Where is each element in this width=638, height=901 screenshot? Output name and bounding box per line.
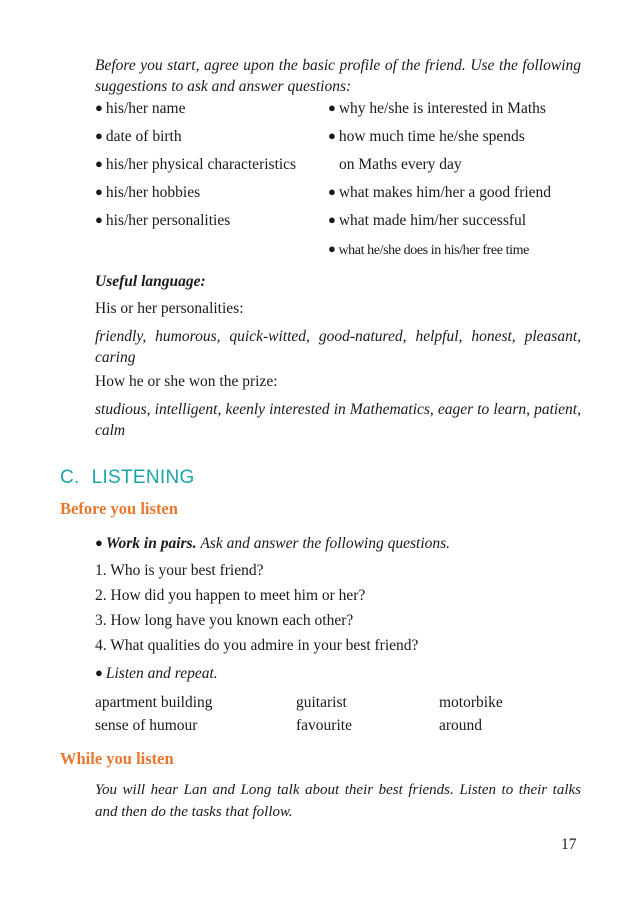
bullet-icon: ● bbox=[95, 212, 103, 227]
task-text: Listen and repeat. bbox=[105, 665, 218, 682]
suggestion-continuation: on Maths every day bbox=[339, 156, 462, 173]
bullet-icon: ● bbox=[95, 184, 103, 199]
question-item: 3. How long have you known each other? bbox=[95, 612, 354, 629]
bullet-icon: ● bbox=[95, 535, 103, 550]
bullet-icon: ● bbox=[95, 665, 103, 680]
suggestion-text: his/her hobbies bbox=[105, 184, 201, 201]
page-number: 17 bbox=[561, 836, 577, 853]
bullet-icon: ● bbox=[328, 212, 336, 227]
suggestion-item bbox=[95, 212, 230, 230]
suggestion-item bbox=[328, 184, 551, 202]
suggestion-text: date of birth bbox=[105, 128, 182, 145]
suggestion-text: why he/she is interested in Maths bbox=[338, 100, 546, 117]
section-label: C. bbox=[60, 467, 80, 488]
suggestion-text: how much time he/she spends bbox=[338, 128, 525, 145]
before-listen-title: Before you listen bbox=[60, 499, 178, 518]
bullet-icon: ● bbox=[95, 128, 103, 143]
vocab-word: around bbox=[439, 717, 483, 734]
while-listen-text: You will hear Lan and Long talk about their best friends. Listen to their talks and then do the tasks that follow. bbox=[95, 782, 581, 820]
suggestion-text: his/her physical characteristics bbox=[105, 156, 297, 173]
personalities-list: friendly, humorous, quick-witted, good-natured, helpful, honest, pleasant, caring bbox=[95, 328, 581, 366]
task-instruction bbox=[95, 535, 450, 553]
suggestion-item bbox=[328, 128, 525, 146]
task-rest: Ask and answer the following questions. bbox=[200, 535, 451, 552]
suggestion-item bbox=[328, 100, 546, 118]
intro-text: Before you start, agree upon the basic profile of the friend. Use the following suggestions to ask and answer questions: bbox=[95, 57, 581, 95]
vocab-word: sense of humour bbox=[95, 717, 198, 734]
question-item: 1. Who is your best friend? bbox=[95, 562, 264, 579]
bullet-icon: ● bbox=[328, 128, 336, 143]
vocab-word: motorbike bbox=[439, 694, 503, 711]
question-item: 2. How did you happen to meet him or her? bbox=[95, 587, 366, 604]
bullet-icon: ● bbox=[328, 184, 336, 199]
personalities-label: His or her personalities: bbox=[95, 300, 244, 317]
suggestion-item bbox=[328, 241, 529, 259]
bullet-icon: ● bbox=[328, 100, 336, 115]
suggestion-text: what made him/her successful bbox=[338, 212, 527, 229]
suggestion-item bbox=[95, 128, 182, 146]
suggestion-text: what he/she does in his/her free time bbox=[338, 243, 529, 258]
bullet-icon: ● bbox=[95, 156, 103, 171]
vocab-word: guitarist bbox=[296, 694, 347, 711]
suggestion-text: his/her name bbox=[105, 100, 186, 117]
suggestion-item bbox=[328, 212, 526, 230]
prize-list: studious, intelligent, keenly interested in Mathematics, eager to learn, patient, calm bbox=[95, 401, 581, 439]
section-heading bbox=[60, 467, 195, 489]
suggestion-text: what makes him/her a good friend bbox=[338, 184, 552, 201]
task-bold: Work in pairs. bbox=[105, 535, 197, 552]
suggestion-item bbox=[95, 100, 186, 118]
question-item: 4. What qualities do you admire in your best friend? bbox=[95, 637, 419, 654]
suggestion-item bbox=[95, 156, 296, 174]
useful-language-title: Useful language: bbox=[95, 273, 206, 290]
prize-label: How he or she won the prize: bbox=[95, 373, 278, 390]
section-title: LISTENING bbox=[91, 467, 195, 488]
bullet-icon: ● bbox=[95, 100, 103, 115]
vocab-word: apartment building bbox=[95, 694, 213, 711]
vocab-word: favourite bbox=[296, 717, 352, 734]
while-listen-title: While you listen bbox=[60, 749, 174, 768]
suggestion-text: his/her personalities bbox=[105, 212, 231, 229]
bullet-icon: ● bbox=[328, 241, 336, 256]
task-instruction bbox=[95, 665, 218, 683]
suggestion-item bbox=[95, 184, 200, 202]
